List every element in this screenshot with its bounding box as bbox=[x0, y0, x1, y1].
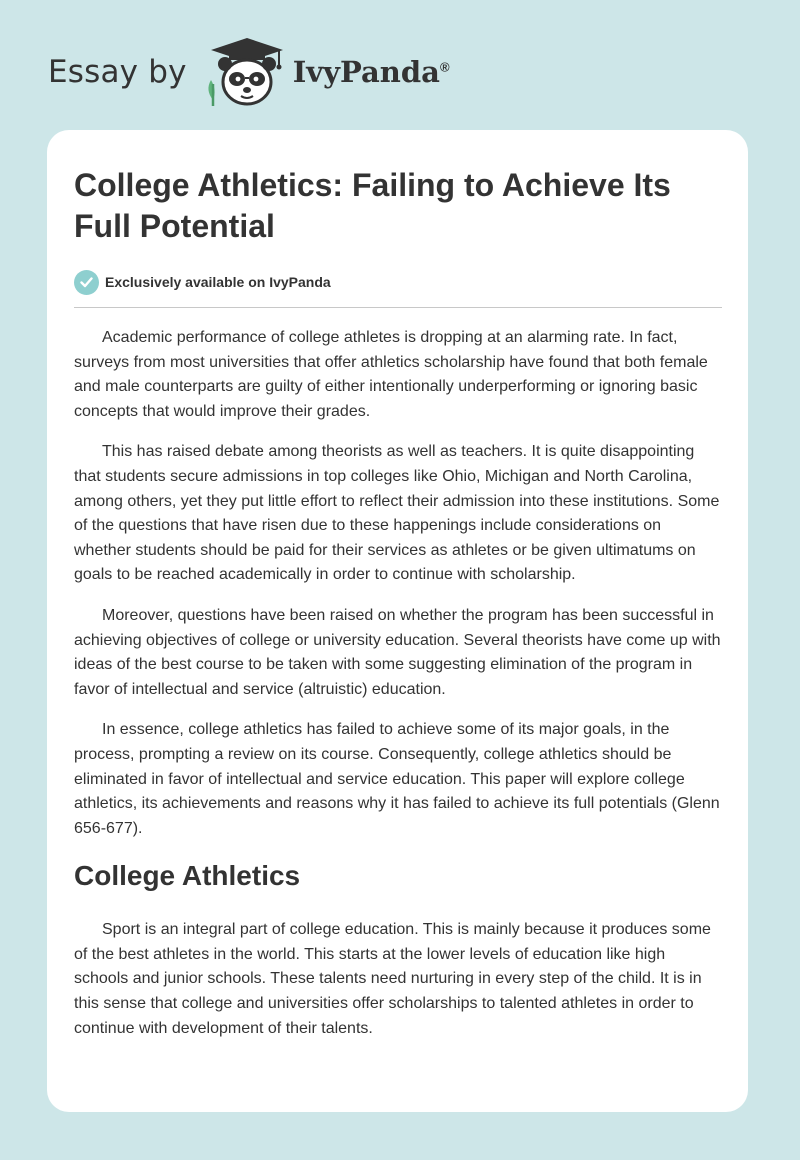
exclusive-badge bbox=[74, 269, 721, 295]
divider bbox=[74, 307, 722, 308]
check-icon bbox=[74, 270, 99, 295]
section-heading: College Athletics bbox=[74, 860, 301, 892]
page-title: College Athletics: Failing to Achieve Its Full Potential bbox=[74, 167, 671, 244]
registered-mark: ® bbox=[439, 58, 450, 74]
paragraph: Sport is an integral part of college education. This is mainly because it produces some of the best athletes in the world. This starts at the lower levels of education like high schools and junior schools. These talents need nurturing in every step of the child. It is in this sense that college and universities offer scholarships to talented athletes in order to continue with development of their talents. bbox=[74, 921, 711, 1037]
panda-graduate-icon[interactable] bbox=[201, 36, 287, 108]
essay-card bbox=[47, 130, 748, 1112]
paragraph: In essence, college athletics has failed to achieve some of its major goals, in the process, prompting a review on its course. Consequently, college athletics should be eliminated in favor of intellectual and service education. This paper will explore college athletics, its achievements and reasons why it has failed to achieve its full potentials (Glenn 656-677). bbox=[74, 721, 720, 837]
exclusive-label: Exclusively available on IvyPanda bbox=[105, 274, 331, 290]
paragraph: This has raised debate among theorists as well as teachers. It is quite disappointing that students secure admissions in top colleges like Ohio, Michigan and North Carolina, among others, yet they put little effort to reflect their admission into these institutions. Some of the questions that have risen due to these happenings include considerations on whether students should be paid for their services as athletes or be given ultimatums on goals to be reached academically in order to continue with scholarship. bbox=[74, 443, 720, 584]
brand-name: IvyPanda® bbox=[292, 54, 450, 89]
brand-prefix: Essay by bbox=[48, 53, 187, 90]
essay-body bbox=[74, 326, 722, 1041]
paragraph: Academic performance of college athletes is dropping at an alarming rate. In fact, surveys from most universities that offer athletics scholarship have found that both female and male counterparts are guilty of either intentionally underperforming or ignoring basic concepts that would improve their grades. bbox=[74, 329, 708, 420]
brand-header bbox=[48, 36, 450, 108]
paragraph: Moreover, questions have been raised on whether the program has been successful in achieving objectives of college or university education. Several theorists have come up with ideas of the best course to be taken with some suggesting elimination of the program in favor of intellectual and service (altruistic) education. bbox=[74, 606, 721, 698]
